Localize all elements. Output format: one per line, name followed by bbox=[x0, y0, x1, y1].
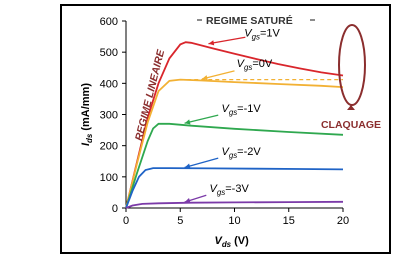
y-tick-label: 300 bbox=[99, 109, 118, 122]
breakdown-ellipse bbox=[339, 25, 365, 105]
y-tick-label: 0 bbox=[111, 203, 118, 215]
series-label-0: $V_{gs}=1V$ bbox=[244, 27, 280, 42]
y-tick-label: 600 bbox=[99, 16, 118, 28]
series-arrow-0 bbox=[208, 37, 245, 44]
series-label-1: $V_{gs}=0V$ bbox=[236, 57, 273, 72]
chart-frame bbox=[60, 4, 391, 254]
linear-region-label: REGIME LINEAIRE bbox=[132, 48, 168, 143]
y-tick-label: 400 bbox=[99, 78, 118, 91]
breakdown-label: CLAQUAGE bbox=[320, 119, 382, 131]
x-tick-label: 15 bbox=[282, 215, 295, 227]
y-tick-label: 100 bbox=[99, 171, 118, 184]
series-line-2 bbox=[126, 124, 343, 208]
x-tick-label: 10 bbox=[228, 215, 241, 227]
x-tick-label: 0 bbox=[122, 215, 130, 227]
series-arrowhead-4 bbox=[185, 198, 191, 203]
series-arrowhead-0 bbox=[209, 40, 215, 45]
x-tick-label: 5 bbox=[177, 215, 184, 227]
y-axis-label: $I_{ds}$ (mA/mm) bbox=[80, 82, 94, 147]
iv-chart bbox=[62, 6, 389, 252]
y-tick-label: 200 bbox=[99, 140, 118, 153]
series-line-4 bbox=[126, 202, 343, 208]
series-label-3: $V_{gs}=-2V$ bbox=[221, 146, 261, 161]
series-arrowhead-2 bbox=[185, 119, 191, 124]
series-label-2: $V_{gs}=-1V$ bbox=[221, 103, 261, 118]
series-label-4: $V_{gs}=-3V$ bbox=[209, 182, 249, 197]
x-axis-label: $V_{ds}$ (V) bbox=[214, 235, 249, 249]
saturated-region-label: REGIME SATURÉ bbox=[206, 15, 293, 27]
y-tick-label: 500 bbox=[99, 47, 118, 60]
breakdown-arrowhead bbox=[347, 105, 355, 110]
x-tick-label: 20 bbox=[336, 215, 350, 227]
